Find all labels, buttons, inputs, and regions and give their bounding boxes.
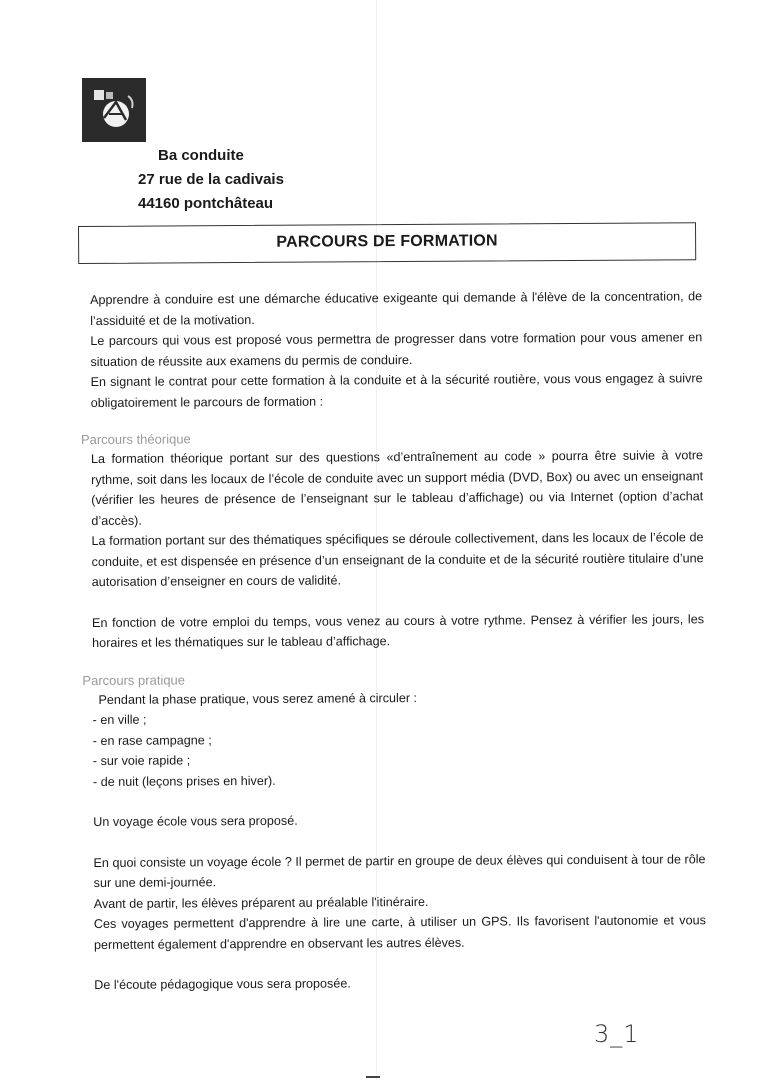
city-postcode: 44160 pontchâteau	[138, 195, 274, 212]
practice-heading: Parcours pratique	[82, 671, 186, 688]
street-address: 27 rue de la cadivais	[138, 171, 284, 188]
document-body	[80, 286, 706, 995]
theory-heading: Parcours théorique	[80, 431, 191, 448]
theory-paragraph: La formation théorique portant sur des questions «d’entraînement au code » pourra être suivie à votre rythme, soit dans les locaux de l’école de conduite avec un support média (DVD, Box) ou avec un enseignant (vérifier les heures de présence de l’enseignant sur le tableau d’affichage) ou via Internet (option d’achat d’accès).	[90, 448, 704, 528]
school-name: Ba conduite	[158, 147, 244, 164]
trip-paragraph: En quoi consiste un voyage école ? Il permet de partir en groupe de deux élèves qui conduisent à tour de rôle sur une demi-journée.	[93, 851, 706, 890]
school-logo	[82, 78, 146, 142]
scan-edge-mark	[366, 1076, 380, 1078]
document-title: PARCOURS DE FORMATION	[276, 232, 498, 251]
list-item: - en rase campagne ;	[92, 732, 212, 748]
intro-paragraph: Apprendre à conduire est une démarche éducative exigeante qui demande à l'élève de la concentration, de l’assiduité et de la motivation.	[90, 289, 703, 328]
practice-lead: Pendant la phase pratique, vous serez amené à circuler :	[98, 690, 418, 707]
list-item: - sur voie rapide ;	[92, 753, 191, 768]
title-frame	[78, 222, 696, 264]
schedule-note: En fonction de votre emploi du temps, vous venez au cours à votre rythme. Pensez à vérifier les jours, les horaires et les thématiques sur le tableau d’affichage.	[91, 611, 705, 650]
school-address	[138, 144, 284, 216]
page-number: 3_1	[594, 1020, 640, 1048]
intro-paragraph: Le parcours qui vous est proposé vous permettra de progresser dans votre formation pour vous amener en situation de réussite aux examens du permis de conduire.	[90, 330, 703, 369]
intro-paragraph: En signant le contrat pour cette formation à la conduite et à la sécurité routière, vous vous engagez à suivre obligatoirement le parcours de formation :	[90, 371, 703, 410]
list-item: - en ville ;	[92, 712, 147, 727]
trip-paragraph: Ces voyages permettent d'apprendre à lire une carte, à utiliser un GPS. Ils favorisent l'autonomie et vous permettent également d'apprendre en observant les autres élèves.	[93, 913, 706, 952]
listening-note: De l'écoute pédagogique vous sera proposée.	[94, 976, 351, 992]
logo-icon	[82, 78, 146, 142]
list-item: - de nuit (leçons prises en hiver).	[92, 773, 276, 789]
trip-paragraph: Avant de partir, les élèves préparent au préalable l'itinéraire.	[93, 894, 429, 911]
trip-offer: Un voyage école vous sera proposé.	[93, 813, 298, 829]
theory-paragraph: La formation portant sur des thématiques spécifiques se déroule collectivement, dans les locaux de l’école de conduite, et est dispensée en présence d’un enseignant de la conduite et de la sécurité routière titulaire d’une autorisation d’enseigner en cours de validité.	[91, 530, 704, 589]
